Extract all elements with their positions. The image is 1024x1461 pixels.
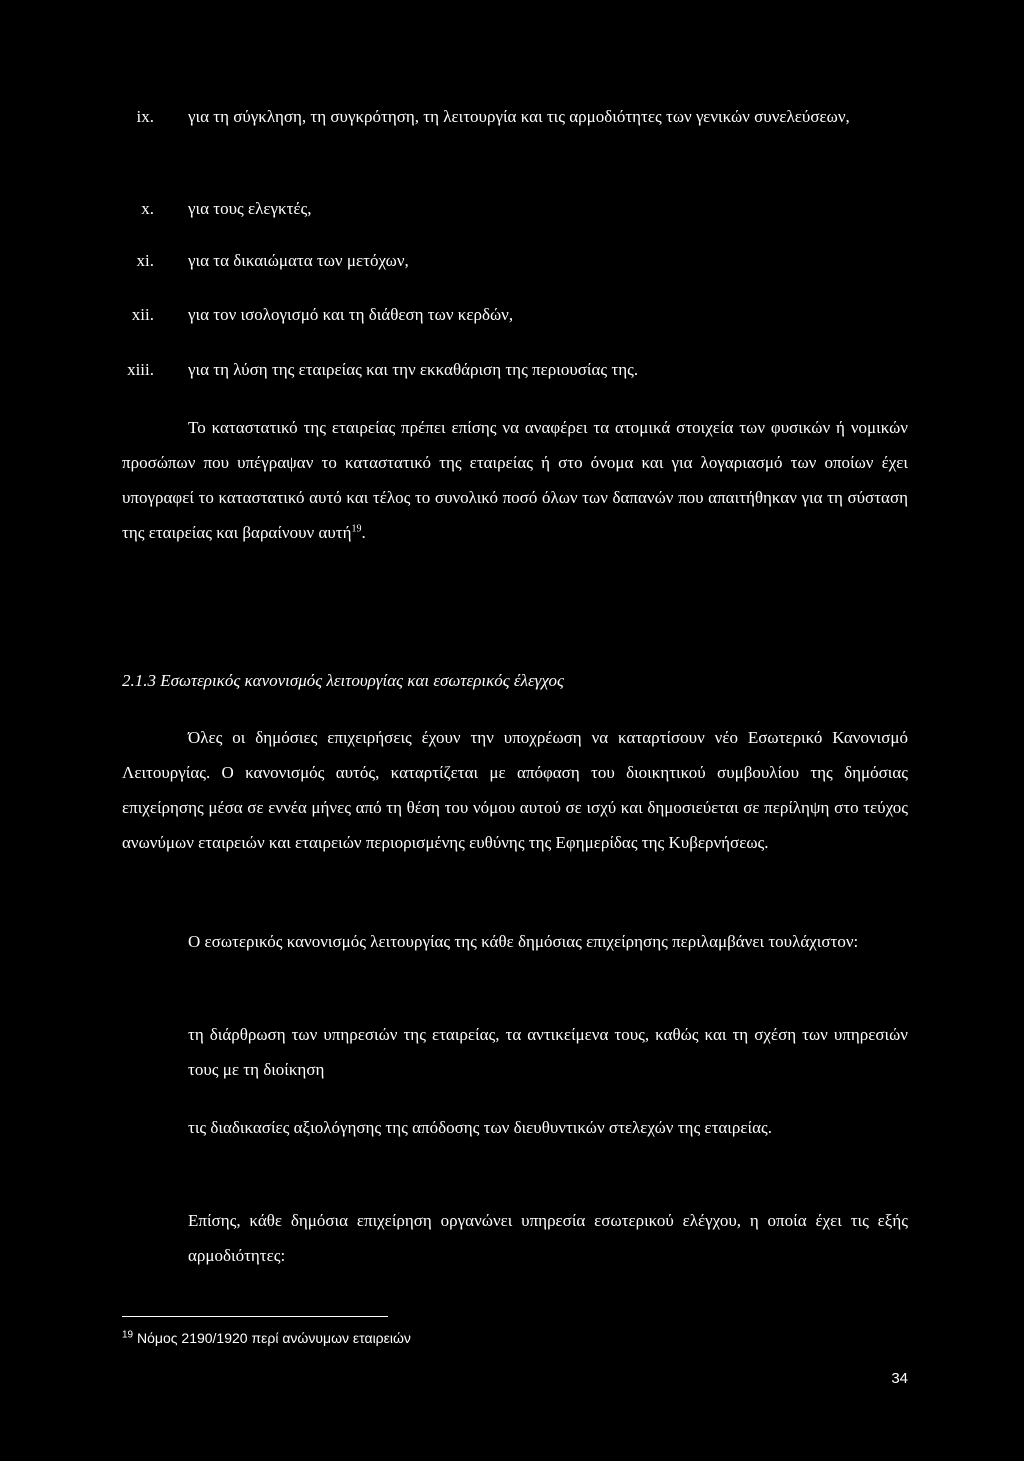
section-heading: 2.1.3 Εσωτερικός κανονισμός λειτουργίας και εσωτερικός έλεγχος [122, 671, 564, 690]
list-item-xii [122, 296, 922, 333]
footnote-reference[interactable]: 19 [351, 523, 362, 535]
item-internal-audit: Επίσης, κάθε δημόσια επιχείρηση οργανώνει υπηρεσία εσωτερικού ελέγχου, η οποία έχει τις εξής αρμοδιότητες: [188, 1211, 908, 1265]
footnote-divider [122, 1316, 388, 1317]
list-text: για τη σύγκληση, τη συγκρότηση, τη λειτουργία και τις αρμοδιότητες των γενικών συνελεύσεων, [188, 107, 850, 126]
page-number: 34 [891, 1370, 908, 1387]
list-number: x. [141, 199, 154, 218]
item-structure: τη διάρθρωση των υπηρεσιών της εταιρείας, τα αντικείμενα τους, καθώς και τη σχέση των υπηρεσιών τους με τη διοίκηση [188, 1025, 908, 1079]
list-item-ix [122, 98, 922, 135]
list-item-x [122, 190, 922, 227]
paragraph-internal-regulation: Όλες οι δημόσιες επιχειρήσεις έχουν την υποχρέωση να καταρτίσουν νέο Εσωτερικό Κανονισμό Λειτουργίας. Ο κανονισμός αυτός, καταρτίζεται με απόφαση του διοικητικού συμβουλίου της δημόσιας επιχείρησης μέσα σε εννέα μήνες από τη θέση του νόμου αυτού σε ισχύ και δημοσιεύεται σε περίληψη στο τεύχος ανωνύμων εταιρειών και εταιρειών περιορισμένης ευθύνης της Εφημερίδας της Κυβερνήσεως. [122, 728, 908, 852]
list-item-xi [122, 242, 922, 279]
item-evaluation: τις διαδικασίες αξιολόγησης της απόδοσης των διευθυντικών στελεχών της εταιρείας. [188, 1118, 772, 1137]
list-text: για τους ελεγκτές, [188, 199, 312, 218]
list-number: xi. [136, 251, 154, 270]
list-text: για τη λύση της εταιρείας και την εκκαθάριση της περιουσίας της. [188, 360, 639, 379]
footnote [122, 1328, 411, 1348]
paragraph-regulation-includes: Ο εσωτερικός κανονισμός λειτουργίας της κάθε δημόσιας επιχείρησης περιλαμβάνει τουλάχιστον: [188, 932, 859, 951]
footnote-marker: 19 [122, 1329, 134, 1341]
list-text: για τον ισολογισμό και τη διάθεση των κερδών, [188, 305, 514, 324]
list-number: ix. [136, 107, 154, 126]
list-number: xii. [131, 305, 154, 324]
paragraph-text: Το καταστατικό της εταιρείας πρέπει επίσης να αναφέρει τα ατομικά στοιχεία των φυσικών ή νομικών προσώπων που υπέγραψαν το καταστατικό της εταιρείας ή στο όνομα και για λογαριασμό των οποίων έχει υπογραφεί το καταστατικό αυτό και τέλος το συνολικό ποσό όλων των δαπανών που απαιτήθηκαν για τη σύσταση της εταιρείας και βαραίνουν αυτή [122, 418, 908, 542]
list-text: για τα δικαιώματα των μετόχων, [188, 251, 409, 270]
paragraph-end: . [361, 523, 366, 542]
paragraph-statute-contents [122, 410, 908, 550]
list-item-xiii [122, 351, 922, 388]
footnote-text: Νόμος 2190/1920 περί ανώνυμων εταιρειών [137, 1330, 411, 1346]
list-number: xiii. [127, 360, 154, 379]
